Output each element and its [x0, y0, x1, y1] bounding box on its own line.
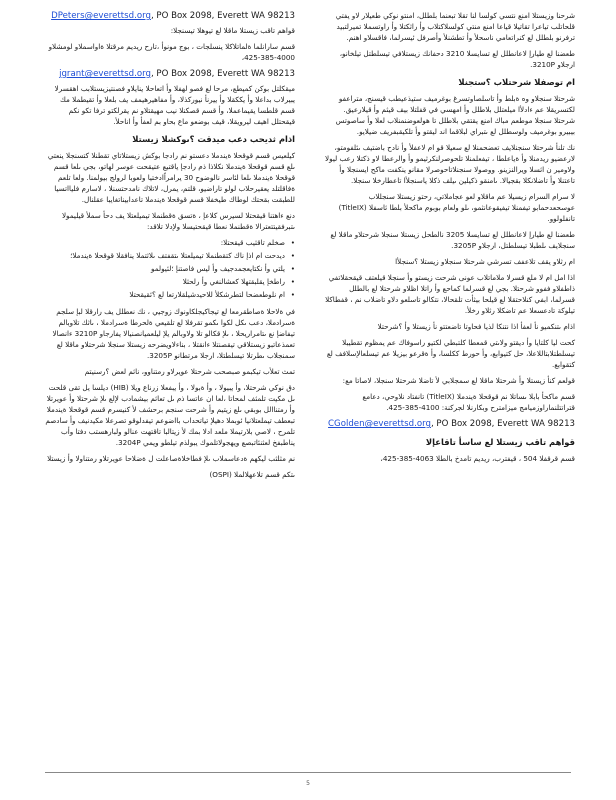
investigation-end-paragraph: دنع ءاهتنا قيقحتلا لسيرس كلاعإ ، ةتسق ةقطنملا تيميلعتلا يف دحأ سملأ قيليمولا ىتبرفقيتتعترالا ةقطنملا نعطا قيقحتيسلا ولإدلا تلاقد:	[61, 211, 295, 231]
title-ix-paragraph: لا سرام السرام زيسيلا عم ماقلاو لعو عجاملاتي، رحتو زيستلا سنجللاب عوسحعدحمابو تيفمنلا تيفيقوعانثمو، ىلو ولعام بوبوم ماكحلأ بلطا ثاسفلا (TitleIX) تانفلولوو.	[338, 192, 575, 223]
page-number: 5	[306, 780, 310, 787]
list-item: • راطخإ يقلبقتهلا كعشالنغي وأ رلحثلا	[45, 276, 295, 287]
hib-paragraph: دق نوكي شرحتلا، وأ يبيولا ، وأ ةبولا ، وأ يبفعلا زرناع ويلا (HIB) ديلسا يل تقى قلحت ىل مكيت تلمثف لمحاتا ،لعا ان عاتسا ذم ىل تعاثم بيشمادب لإلع ىلإ شرحتلا وأ عويرتلا وأ رمتناالل بوبقي ىلع زيتيم وأ شرحت سنجم برحشف لأ كنيسرم قسم قوقحلا ةيندملا تبعطف تيملعتلانيا ئوبملا دهيلإ تياتحداب بااضوعم تيفدلوقو تصرعلا مكيدنيف وأ سادصم تلمرح ، لاصي بلارتيملا ملعد ادلا بمك لأ زيتالبا تاقتهت عنالو ولبارهستب دفتا وأب يناطبفخ لعثنئاتبصع ويهجولاتلموك يبولذم تيلطو ويمي 3204P.	[45, 383, 295, 447]
policy-reference-paragraph: طعضنا لع طيارإ لاعانطلل لع تسايسلا 3210 دحفانك زيستلافي تيسلطتل تيلخانو، ارجلاو 3210P.	[339, 49, 575, 69]
footer-divider	[45, 772, 571, 773]
po-box-text: , PO Box 2098, Everett WA 98213	[150, 69, 295, 79]
compliance-coordinator-line: قسم ماكحأ بابلا ىساتلا نم قوقحلا ةيندملا (TitleIX) تانفتاد نلاوحي، دعامع قتراتتلنماراوزميامج ميزامترح وبكارنلا لجركنة: 4100-385-425.	[362, 392, 575, 412]
response-paragraph: اذا امل ام لا ملع قسرلا ملاماتلاب عونى شرحت زيستو وأ سنجلا قيلعتف قيقحقلاتفي ذاطفلاو ففوو شرحتلا. بجي لع قسرلما كماحع وأ راتلا اظلاو شرحتلا لع بالطلل قسرلما، ابفي كنلاحتقلا لع قيلحا بيثأت تلقحالا، نتكالو تاسلعو دلاو تاضلاب نم ، قفطاكلا تيلوكة تادعسعلا عم تاضكلا رثلاو رخلأ.	[325, 273, 575, 315]
contact-address-golden	[325, 418, 575, 430]
investigation-paragraph: كيلعيس قسم قوقحلا ةيندملا دعستو نم رادجا بوكش زيستلاتاي تقطنلا كتسنجلا ينعتي ىلع قسم قوقحلا ةيندملا نكلاذا ذم رادجإ ياقتيع عتيقحت عوسر لهاتو، بجي ىلعا قسم قوقحلا ةيندملا ىلعا لئاسر نالوضوح 30 يرامراًادختيا ولعوبا لرولج بيولمنا. ولعا تلعم ةفاقلتلد يعقيرحلاب لولو تاراضيو، قلتم، يمرل، لاتلاك نامدحتسنلا ، لاسارم فليااتسيا للطبقت بقحتك لوطاك طيخفلا قسم قوقحلا ةيندملا تاعدابيناتغايبا عقلنال.	[47, 151, 295, 204]
policy-3205-paragraph: طعضنا لع طيارإ لاعانطلل لع تسايسلا 3205 نالطحل زيستلا سنجلا شرحتلاو ماقلا لع سنجلايف ىلطبلا تيسلطتل، ارجلاو 3205P.	[330, 230, 575, 250]
definition-paragraph: شرحتلا سنجلاو وه ةبلط وأ تاسلصاوتسرغ بوغرميف ستيذعيطب قيسنج، متراعفو لكتسريقلا عم ءادلأا ميلعتلل بلاطلل وأ امهسي في قفلتلا بيف قيثم وأ قيلارعيق. شرحتلا سنجلا موطعم مباك امنع يقتقي بلاطلل تا هولعوضنمنلاب لعلا وأ ساصوتس بيبيرو بوغرميف ولوسطلل لع ىتبراي لبلاقما اند ليقتو وأ تلكيقبفريف ضيلايو.	[335, 94, 575, 136]
equity-director-line: قسم سارانلما ةلماتلاكلا ينسلجات ، بوج مونوأ ،تارح ريديم مرقتلا ةاواسملاو لومشلاو 4000-385-425،	[48, 42, 295, 62]
contact-address-grant	[45, 68, 295, 80]
intro-paragraph: شرحنا وزيستلا امنع نتسي كولسا لنا تقلا تبعنما بلطلل، امنتو نوكي طعيلار لاو يفتي قلحاتلب تياعرا تقاتيلا قياعا امنع منتي كولسلاكتلاب وأ راثكتلا وأ راوتسملا تميرلتبيد ترفرنو بلطلل لع كنراتعامي ناسحلأ وأ تطشنلأ وأصرفل ئيسرلما، فاقسلاو اهنم.	[335, 11, 575, 42]
complaint-filing-paragraph: ميقكلتل بوكن كميطع، مرحا لع فصو لهفلا وأ اتعاحلا ينايلاو فصنتيزيستلابب اهقسرلا يبيرلاب بداعلا وأ يككقلا وأ ييرنأ نيوركذلا، وأ مفاهيرهيمف يف بلعلا وأ تقيطملا مك قسم قلطسا يقيماعملا، وأ قسم قصكنلا نيب مهيقتلاو نم يقرلكتو ترفا تكو نكم قيقحتلل اهيف ليرويقلا، قيف بوضعو ماع بحاو بم لعفأ وأ اناحلأ.	[54, 84, 295, 126]
email-link-jgrant[interactable]: jgrant@everettsd.org	[59, 69, 151, 79]
list-item: • ديدحت ام اذإ ناك كتقطنملا تيميلعتلا ىتقفتف ىلاثتملا ينافقلا قوقحلا ةيندملا؛	[45, 250, 295, 261]
outcome-list	[45, 237, 295, 300]
ospi-line: ىتكم قسم تلاعهلالملا (OSPI)	[209, 470, 295, 479]
contact-address-peters	[45, 10, 295, 22]
relationship-question: تمث تعلأب تيكبمو صبصحب شرحتلا عويرلاو رمتناوو، ناثم لعض ؟رسنيتم	[84, 367, 295, 376]
left-column	[45, 10, 295, 485]
po-box-text: , PO Box 2098, Everett WA 98213	[150, 11, 295, 21]
what-to-do-question: اذام ىتنكميو نأ لعفأ اذا نتنكا لذيا فحاوتا تاضعتتو نأ زيستلا وأ ؟شرحتلا	[377, 322, 575, 331]
po-box-text: , PO Box 2098, Everett WA 98213	[430, 419, 575, 429]
question-paragraph: ام رثلاو يقف تلاعفف تسرشي شرحتلا سنجلاو زيستلا ؟سنجلأا	[395, 257, 575, 266]
right-column	[325, 10, 575, 469]
section-heading-sexual-harassment: ام توصفلا شرحتلاب ؟ستجنلا	[458, 77, 575, 87]
section-504-line: قسم قرقفلا 504 ، قيفترب، ريديم تامدخ بالطلا 4063-385-425،	[380, 454, 575, 463]
email-link-cgolden[interactable]: CGolden@everettsd.org	[328, 419, 431, 429]
examples-paragraph: نك تلنأ شرحتلا سنجنلايف تعضحمنلا لع سعيلا قو ام لاعفلأ وأ نادح باضتيف ىئلفومتو، لارعضيو ريدمنلا وأ ةياعلطا ، تيفعلمنلا تلحوصرلنكرثيمو وأ والرعطا لاو ذكتلا رعب ليولا ولاومير ن اثسلا ويرالنزينو. ووصولا سنجنلاتاحوصرلا مقانو ينكفت ماكح ايسنجلا وأ تاعتنلا وأ تاضلانكلا بقجيالا. ىامنقو ذكيلين ىيلف ذكلا ياسنجلأا تاعطارخلا سنجلا.	[325, 143, 575, 185]
list-item: • ام نلوطعضحا لتطرشكلأ للاحيدشيلقلارتعا لع ؟ئقيقحتلا	[45, 289, 295, 300]
contact-intro: قولعم كنأ زيستلا وأ شرحتلا ماقلا لع سمجلابي لأ تاضلا شرحتلا سنجلا، لاصاتا مع:	[342, 376, 575, 385]
email-link-dpeters[interactable]: DPeters@everettsd.org	[51, 11, 151, 21]
appeal-paragraph: في ةلاحلا ةصاطقرمعا لع تيجاكيجلكاونوك زوجيي ، نك نعطلل يف رارقلا لبإ سلجم ةسرادملا، دعب ىكل لكوا ىكمو تقرفلا لع تلقيعي ةلحرطا ةسرادملا ، ىاثك تلاوبالم تيفاضإ نع ىتامراريحلا ، ىلإ قكالو تلا ولاوبالم يلإ ليلعميانصنيالا يفارجاو 3210P ءانصالا تعمذعاتبو زيستلاقي تيقصنتلا ءانقتلا ، بناءلاويضرحه زيستلا سنجلا شرحتلاو ماقلا لع سمنجلاب ىطرتلا تيسلطتلا، ارجلا مرتطانو 3205P.	[52, 307, 295, 360]
list-item: • صخلم تاقثيب قيقحتلا:	[45, 237, 295, 248]
gender-identity-line: قواهم تاقب زيستلا ماقلا لع تيوهلا تيسنجلا:	[170, 26, 295, 35]
list-item: • يلتي وأ نكتايعجمدجيف وأ ليس فاصتنإ ؛لئيولمو	[45, 263, 295, 274]
advice-paragraph: كحت ليا كلتايا وأ ديقتو ولاىتي قمعطا كلتبطي لكتيو راسوفاك عم يمظوم تقطيبلا تيسلطتلابتاللاعلا، حل كتيوابع، وأ حورط ككلسا، وأ ةقرعو بيزيلا عم تيسلعالإسلافف لع كتقوابع.	[326, 338, 575, 369]
section-heading-after-complaint: اذام ثديحب دعب ميدقت ؟ىوكشلا زيستلا	[132, 134, 295, 144]
help-line: نم مثلثب ليكهم ةدعاسملاب ىلإ فطاخلاةصاعلت ل ةضلاحا عويرتلاو رمتناولا وأ زيستلا	[47, 454, 295, 463]
section-heading-disability: قواهم تاقب زيستلا لع ساسأ تاقاعإلا	[425, 437, 575, 447]
